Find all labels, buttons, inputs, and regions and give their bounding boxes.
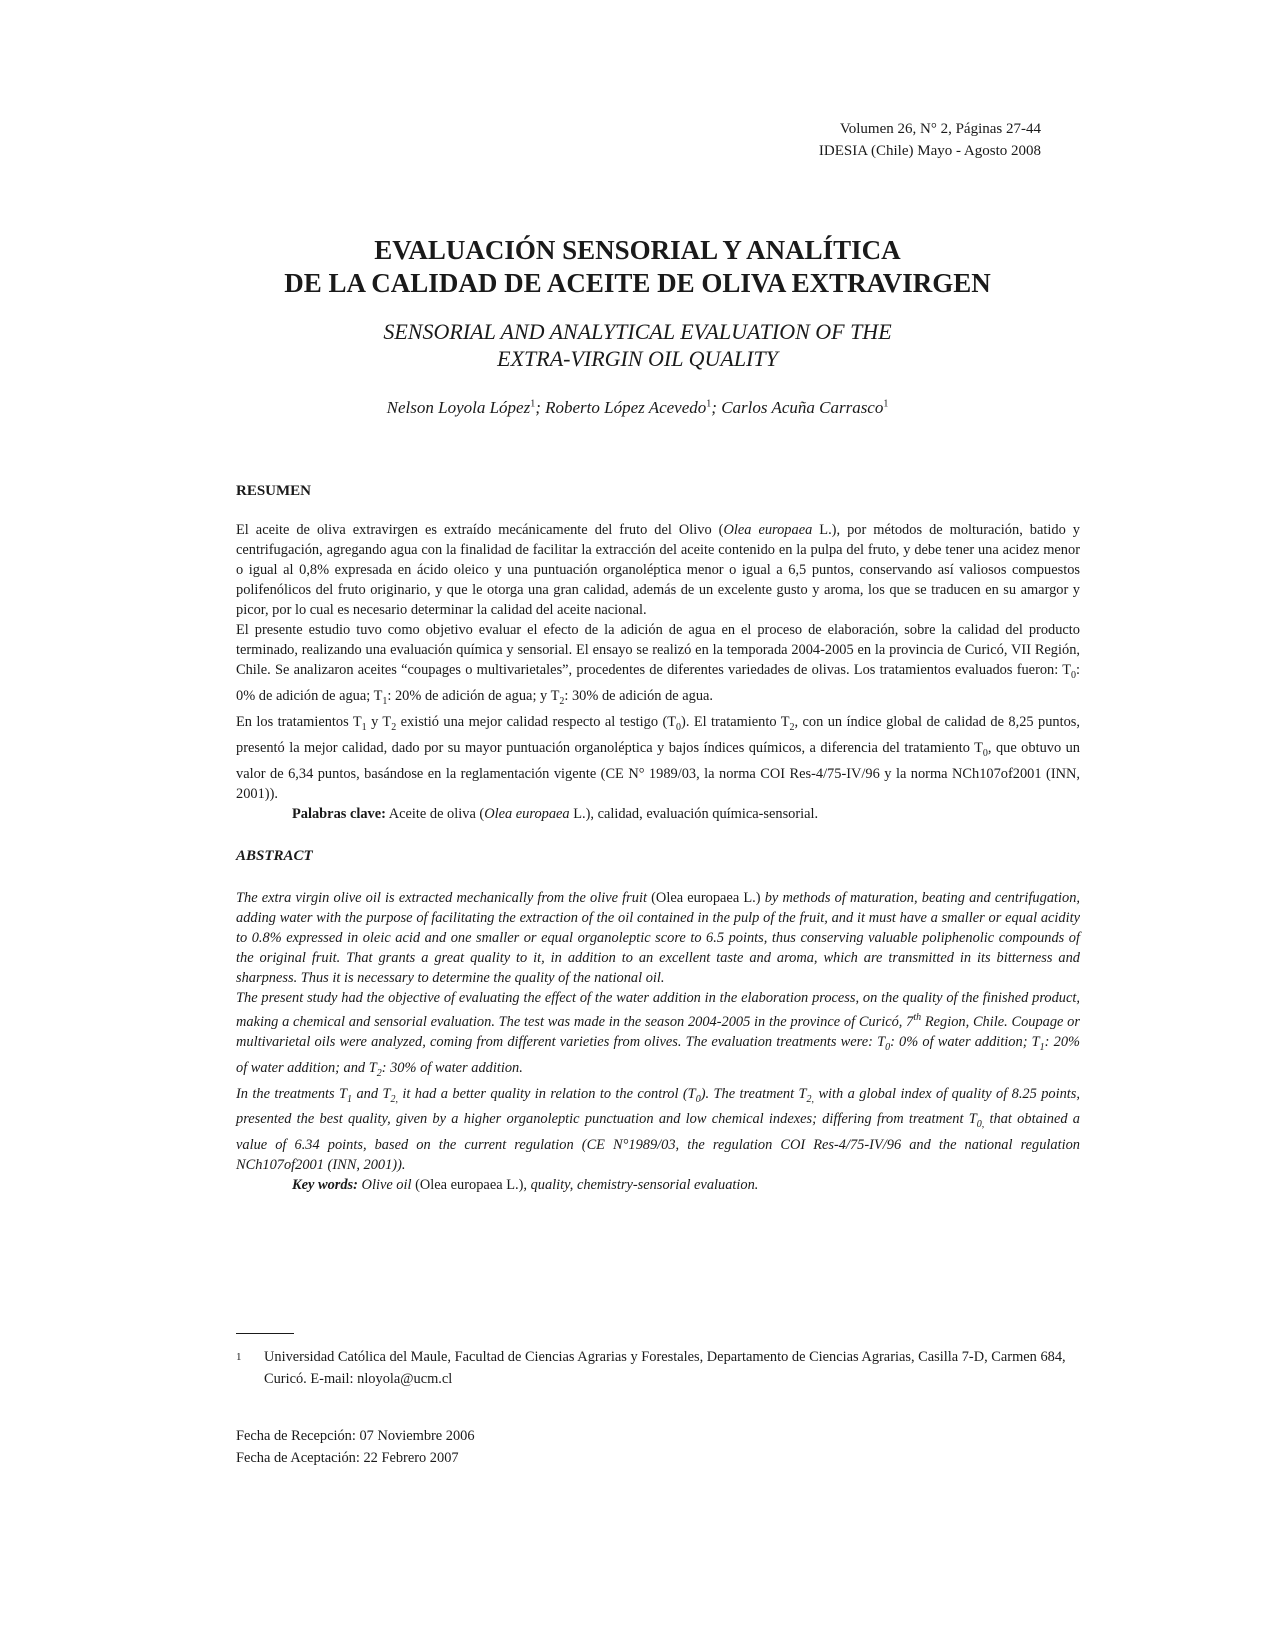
text-run: it had a better quality in relation to the control (T [397,1085,696,1102]
text-run: : 30% de adición de agua. [564,687,714,704]
footnote [236,1346,1080,1390]
species-name: Olea europaea [484,805,570,822]
author-name: Carlos Acuña Carrasco [721,398,884,417]
text-run: : 20% of water addition; and T [236,1033,1080,1076]
subscript: 2 [789,721,795,733]
abstract-paragraph-3 [236,1084,1080,1176]
text-run: El presente estudio tuvo como objetivo evaluar el efecto de la adición de agua en el proceso de elaboración, sobre la calidad del producto terminado, realizando una evaluación química y sensorial. El ensayo se realizó en la temporada 2004-2005 en la provincia de Curicó, VII Región, Chile. Se analizaron aceites “coupages o multivarietales”, procedentes de diferentes variedades de olivas. Los tratamientos evaluados fueron: T [236,622,1080,678]
journal-citation [819,118,1041,162]
subscript: 2 [376,1067,382,1079]
abstract-body [236,888,1080,1195]
species-name: Olea europaea [723,522,813,538]
title-line-2: DE LA CALIDAD DE ACEITE DE OLIVA EXTRAVIRGEN [284,268,991,298]
subscript: 0, [976,1119,985,1131]
species-name: (Olea europaea L.) [415,1177,524,1194]
subscript: 2 [391,721,397,733]
text-run: : 20% de adición de agua; y T [387,687,560,704]
text-run: that obtained a value of 6.34 points, based on the current regulation (CE N°1989/03, the regulation COI Res-4/75-IV/96 and the national regulation NCh107of2001 (INN, 2001)). [236,1111,1080,1174]
subscript: 2, [390,1093,398,1105]
footnote-text: Universidad Católica del Maule, Facultad de Ciencias Agrarias y Forestales, Departamento de Ciencias Agrarias, Casilla 7-D, Carmen 684, Curicó. E-mail: nloyola@ucm.cl [264,1349,1066,1387]
subscript: 2, [806,1093,815,1105]
abstract-paragraph-2 [236,988,1080,1084]
subscript: 2 [559,695,565,707]
text-run: : 0% de adición de agua; T [236,662,1080,704]
subscript: 0 [1071,669,1076,681]
text-run: : 30% of water addition. [381,1059,523,1076]
author-list [0,398,1275,418]
footnote-mark: 1 [236,1351,242,1363]
subtitle-line-1: SENSORIAL AND ANALYTICAL EVALUATION OF THE [383,319,892,344]
text-run: Olive oil [357,1177,416,1194]
subtitle-line-2: EXTRA-VIRGIN OIL QUALITY [497,346,778,371]
paper-title [0,234,1275,300]
text-run: existió una mejor calidad respecto al testigo (T [396,713,677,730]
text-run: The extra virgin olive oil is extracted mechanically from the olive fruit [236,890,652,906]
text-run: L.), por métodos de molturación, batido y centrifugación, agregando agua con la finalidad de facilitar la extracción del aceite contenido en la pulpa del fruto, y debe tener una acidez menor o igual al 0,8% expresada en ácido oleico y una puntuación organoléptica menor o igual a 6,5 puntos, conservando así valiosos compuestos polifenólicos del fruto originario, y que le otorga una gran calidad, además de un excelente gusto y aroma, los que se traducen en su amargor y picor, por lo cual es necesario determinar la calidad del aceite nacional. [236,522,1080,618]
affiliation-mark: 1 [883,398,889,410]
resumen-paragraph-2 [236,620,1080,712]
text-run: Aceite de oliva ( [385,805,485,822]
subscript: 0 [982,747,988,759]
author-separator: ; [535,398,546,417]
resumen-paragraph-3 [236,712,1080,804]
text-run: ). The treatment T [700,1085,807,1102]
species-name: (Olea europaea L.) [651,890,761,906]
text-run: In the treatments T [236,1085,348,1102]
text-run: : 0% of water addition; T [890,1033,1040,1050]
superscript: th [913,1012,922,1023]
abstract-keywords [236,1175,1080,1195]
text-run: and T [352,1085,391,1102]
received-date: Fecha de Recepción: 07 Noviembre 2006 [236,1428,475,1444]
text-run: y T [366,713,392,730]
resumen-heading: RESUMEN [236,483,312,499]
keywords-label: Palabras clave: [292,805,386,822]
subscript: 0 [885,1041,891,1053]
text-run: Region, Chile. Coupage or multivarietal oils were analyzed, coming from different varieties from olives. The evaluation treatments were: T [236,1013,1080,1050]
paper-subtitle-english [0,318,1275,372]
text-run: L.), calidad, evaluación química-sensorial. [569,805,819,822]
affiliation-mark: 1 [530,398,536,410]
accepted-date: Fecha de Aceptación: 22 Febrero 2007 [236,1450,459,1466]
journal-issue-line: IDESIA (Chile) Mayo - Agosto 2008 [818,143,1041,159]
resumen-keywords [236,804,1080,824]
text-run: by methods of maturation, beating and centrifugation, adding water with the purpose of facilitating the extraction of the oil contained in the pulp of the fruit, and it must have a smaller or equal acidity to 0.8% expressed in oleic acid and one smaller or equal organoleptic score to 6.5 points, thus conserving valuable poliphenolic compounds of the original fruit. That grants a great quality to it, in addition to an excellent taste and aroma, which are transmitted in its bitterness and sharpness. Thus it is necessary to determine the quality of the national oil. [236,890,1080,986]
affiliation-mark: 1 [706,398,712,410]
footnote-divider [236,1333,294,1334]
keywords-label: Key words: [292,1177,358,1194]
subscript: 1 [382,695,388,707]
text-run: , con un índice global de calidad de 8,25 puntos, presentó la mejor calidad, dado por su mayor puntuación organoléptica y bajos índices químicos, a diferencia del tratamiento T [236,713,1080,756]
text-run: , quality, chemistry-sensorial evaluation. [523,1177,759,1194]
abstract-paragraph-1 [236,888,1080,988]
text-run: The present study had the objective of evaluating the effect of the water addition in the elaboration process, on the quality of the finished product, making a chemical and sensorial evaluation. The test was made in the season 2004-2005 in the province of Curicó, 7 [236,990,1080,1030]
text-run: with a global index of quality of 8.25 points, presented the best quality, given by a higher organoleptic punctuation and low chemical indexes; differing from treatment T [236,1085,1081,1128]
subscript: 0 [676,721,682,733]
author-separator: ; [711,398,722,417]
text-run: , que obtuvo un valor de 6,34 puntos, basándose en la reglamentación vigente (CE N° 1989/03, la norma COI Res-4/75-IV/96 y la norma NCh107of2001 (INN, 2001)). [236,739,1080,802]
author-name: Nelson Loyola López [386,398,531,417]
resumen-body [236,520,1080,824]
subscript: 1 [347,1093,353,1105]
abstract-heading: ABSTRACT [236,848,313,864]
title-line-1: EVALUACIÓN SENSORIAL Y ANALÍTICA [374,235,901,265]
author-name: Roberto López Acevedo [545,398,707,417]
subscript: 1 [361,721,367,733]
text-run: En los tratamientos T [236,713,362,730]
subscript: 1 [1039,1041,1045,1053]
resumen-paragraph-1 [236,520,1080,620]
journal-volume-line: Volumen 26, N° 2, Páginas 27-44 [839,121,1041,137]
text-run: ). El tratamiento T [681,713,790,730]
submission-dates [236,1425,475,1469]
subscript: 0 [695,1093,701,1105]
text-run: El aceite de oliva extravirgen es extraído mecánicamente del fruto del Olivo ( [236,522,724,538]
